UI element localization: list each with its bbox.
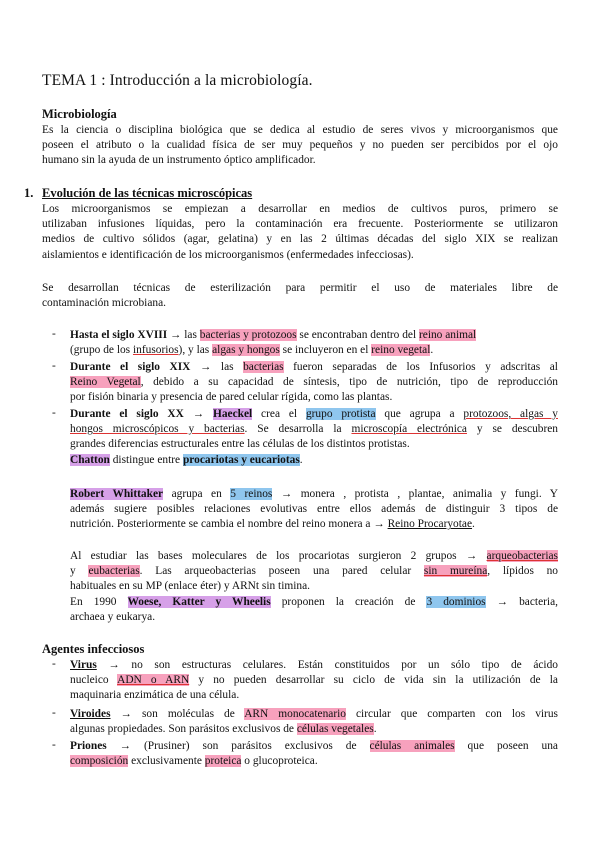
section-number: 1. (24, 186, 34, 200)
highlight: Reino Vegetal (70, 376, 141, 389)
agent-name: Priones (70, 740, 107, 752)
bullet-dash: - (52, 739, 56, 751)
highlight: células vegetales (296, 723, 374, 736)
highlight: Haeckel (212, 408, 253, 420)
highlight: células animales (369, 740, 455, 752)
bullet-dash: - (52, 360, 56, 372)
definition-line-1: Es la ciencia o disciplina biológica que se dedica al estudio de seres vivos y microorganismos que (42, 124, 558, 136)
bullet-lead: Durante el siglo XX → (70, 408, 205, 420)
agent-name: Virus (70, 659, 97, 671)
bullet-siglo-xix: Durante el siglo XIX → las bacterias fueron separadas de los Infusorios y adscritas al Reino Vegetal, debido a su capacidad de síntesis, tipo de nutrición, tipo de reproducción por fisión binaria y presencia de pared celular rígida, como las plantas. (70, 361, 558, 404)
microbiologia-heading: Microbiología (42, 107, 117, 121)
highlight: ARN monocatenario (244, 708, 346, 720)
p1-line-2: utilizaban infusiones líquidas, pero la contaminación era frecuente. Posteriormente se utilizaron (42, 218, 558, 231)
highlight: 3 dominios (426, 595, 486, 608)
bullet-siglo-xx: Durante el siglo XX → Haeckel crea el grupo protista que agrupa a protozoos, algas y hongos microscópicos y bacterias. Se desarrolla la microscopía electrónica y se descubren grandes diferencias estructurales entre las células de los distintos protistas. Chatton distingue entre procariotas y eucariotas. (70, 408, 559, 466)
highlight: reino animal (418, 329, 477, 341)
bullet-siglo-xviii: Hasta el siglo XVIII → las bacterias y protozoos se encontraban dentro del reino animal (grupo de los infusorios), y las algas y hongos se incluyeron en el reino vegetal. (70, 329, 477, 357)
highlight: Chatton (70, 453, 110, 466)
highlight: proteica (204, 755, 242, 768)
agent-name: Viroides (70, 708, 111, 720)
agente-priones: Priones → (Prusiner) son parásitos exclusivos de células animales que poseen una composición exclusivamente proteica o glucoproteica. (70, 740, 558, 768)
section-heading: Evolución de las técnicas microscópicas (42, 186, 253, 200)
p1-line-3: medios de cultivo sólidos (agar, gelatina) y en las 2 últimas décadas del siglo XIX se realizan (42, 233, 558, 246)
highlight: eubacterias (88, 565, 140, 578)
p2-line-1: Se desarrollan técnicas de esterilización para permitir el uso de materiales libre de (42, 282, 558, 294)
highlight: 5 reinos (230, 488, 273, 500)
agente-viroides: Viroides → son moléculas de ARN monocatenario circular que comparten con los virus algunas propiedades. Son parásitos exclusivos de células vegetales. (70, 708, 558, 736)
page-title: TEMA 1 : Introducción a la microbiología. (42, 72, 313, 89)
highlight: Woese, Katter y Wheelis (127, 595, 271, 608)
microbiologia-definition (42, 123, 558, 169)
definition-line-3: humano sin la ayuda de un instrumento óptico amplificador. (42, 154, 316, 167)
bullet-dash: - (52, 658, 56, 670)
arqueobacterias-paragraph: Al estudiar las bases moleculares de los procariotas surgieron 2 grupos → arqueobacterias y eubacterias. Las arqueobacterias poseen una pared celular sin mureína, lípidos no habituales en su MP (enlace éter) y ARNt sin timina. En 1990 Woese, Katter y Wheelis proponen la creación de 3 dominios → bacteria, archaea y eukarya. (70, 550, 558, 623)
highlight: composición (70, 755, 129, 768)
bullet-dash: - (52, 407, 56, 419)
bullet-lead: Durante el siglo XIX → (70, 361, 212, 373)
section-paragraph-1 (42, 202, 558, 263)
section-paragraph-2 (42, 281, 558, 311)
definition-line-2: poseen el atributo o la cualidad física de ser muy pequeños y no pueden ser percibidos por el ojo (42, 139, 558, 152)
bullet-dash: - (52, 328, 56, 340)
highlight: ADN o ARN (117, 674, 190, 687)
highlight: algas y hongos (212, 344, 280, 357)
whittaker-paragraph: Robert Whittaker agrupa en 5 reinos → monera , protista , plantae, animalia y fungi. Y además sugiere posibles relaciones evolutivas entre ellos además de distinguir 3 tipos de nutrición. Posteriormente se cambia el nombre del reino monera a → Reino Procaryotae. (70, 488, 558, 531)
highlight: sin mureína (423, 565, 488, 578)
highlight: procariotas y eucariotas (182, 453, 300, 466)
highlight: grupo protista (305, 408, 376, 420)
bullet-lead: Hasta el siglo XVIII → (70, 329, 182, 341)
agente-virus: Virus → no son estructuras celulares. Están constituidos por un sólo tipo de ácido nucleico ADN o ARN y no pueden desarrollar su ciclo de vida sin la utilización de la maquinaria enzimática de una célula. (70, 659, 558, 702)
highlight: bacterias y protozoos (199, 329, 297, 341)
highlight: reino vegetal (371, 344, 431, 357)
highlight: Robert Whittaker (70, 488, 164, 500)
p2-line-2: contaminación microbiana. (42, 297, 166, 310)
p1-line-4: aislamientos e identificación de los microorganismos (enfermedades infecciosas). (42, 248, 414, 261)
highlight: bacterias (243, 361, 284, 373)
p1-line-1: Los microorganismos se empiezan a desarrollar en medios de cultivos puros, primero se (42, 203, 558, 215)
highlight: arqueobacterias (486, 550, 558, 562)
agentes-heading: Agentes infecciosos (42, 642, 145, 656)
bullet-dash: - (52, 707, 56, 719)
